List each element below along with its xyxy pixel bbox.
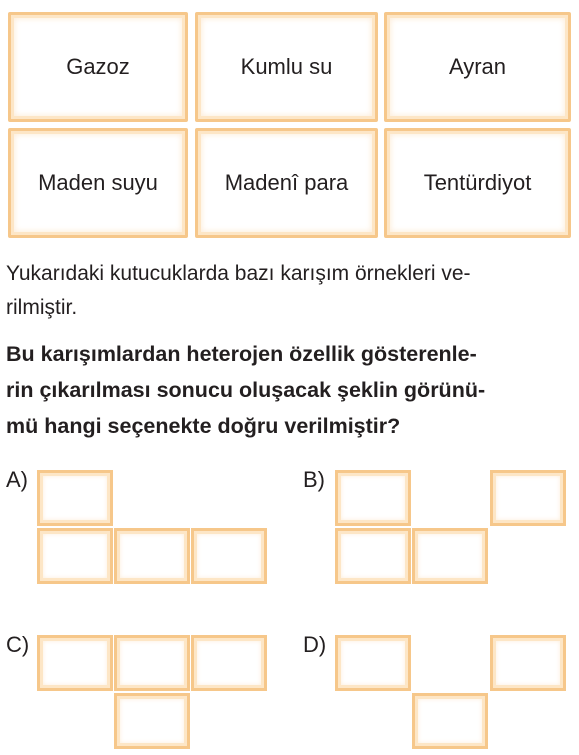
mixture-label: Tentürdiyot bbox=[423, 170, 532, 195]
intro-line: rilmiştir. bbox=[6, 296, 78, 319]
shape-square bbox=[335, 635, 411, 691]
mixture-box-madeni-para bbox=[195, 128, 378, 238]
shape-square bbox=[37, 470, 113, 526]
mixture-box-kumlu-su bbox=[195, 12, 378, 122]
shape-square bbox=[37, 635, 113, 691]
shape-square bbox=[37, 528, 113, 584]
option-b-label[interactable]: B) bbox=[303, 467, 325, 492]
shape-square bbox=[490, 470, 566, 526]
shape-square bbox=[114, 693, 190, 749]
mixture-box-ayran bbox=[384, 12, 571, 122]
option-c-label[interactable]: C) bbox=[6, 632, 30, 657]
question-line: mü hangi seçenekte doğru verilmiştir? bbox=[6, 414, 401, 438]
intro-text bbox=[6, 257, 571, 325]
option-a-label[interactable]: A) bbox=[6, 467, 28, 492]
shape-square bbox=[191, 528, 267, 584]
question-line: rin çıkarılması sonucu oluşacak şeklin görünü- bbox=[6, 378, 486, 402]
intro-line: Yukarıdaki kutucuklarda bazı karışım örnekleri ve- bbox=[6, 262, 471, 285]
shape-square bbox=[114, 635, 190, 691]
mixture-label: Maden suyu bbox=[38, 170, 158, 195]
mixture-box-maden-suyu bbox=[8, 128, 188, 238]
mixture-box-gazoz bbox=[8, 12, 188, 122]
question-line: Bu karışımlardan heterojen özellik gösterenle- bbox=[6, 342, 477, 366]
mixture-label: Kumlu su bbox=[240, 54, 333, 79]
mixture-box-tenturdiyot bbox=[384, 128, 571, 238]
mixture-label: Gazoz bbox=[66, 54, 130, 79]
shape-square bbox=[412, 693, 488, 749]
shape-square bbox=[114, 528, 190, 584]
question-text bbox=[6, 336, 571, 444]
mixture-label: Madenî para bbox=[224, 170, 349, 195]
mixture-label: Ayran bbox=[448, 54, 507, 79]
shape-square bbox=[335, 470, 411, 526]
shape-square bbox=[412, 528, 488, 584]
shape-square bbox=[335, 528, 411, 584]
shape-square bbox=[490, 635, 566, 691]
option-d-label[interactable]: D) bbox=[303, 632, 327, 657]
shape-square bbox=[191, 635, 267, 691]
